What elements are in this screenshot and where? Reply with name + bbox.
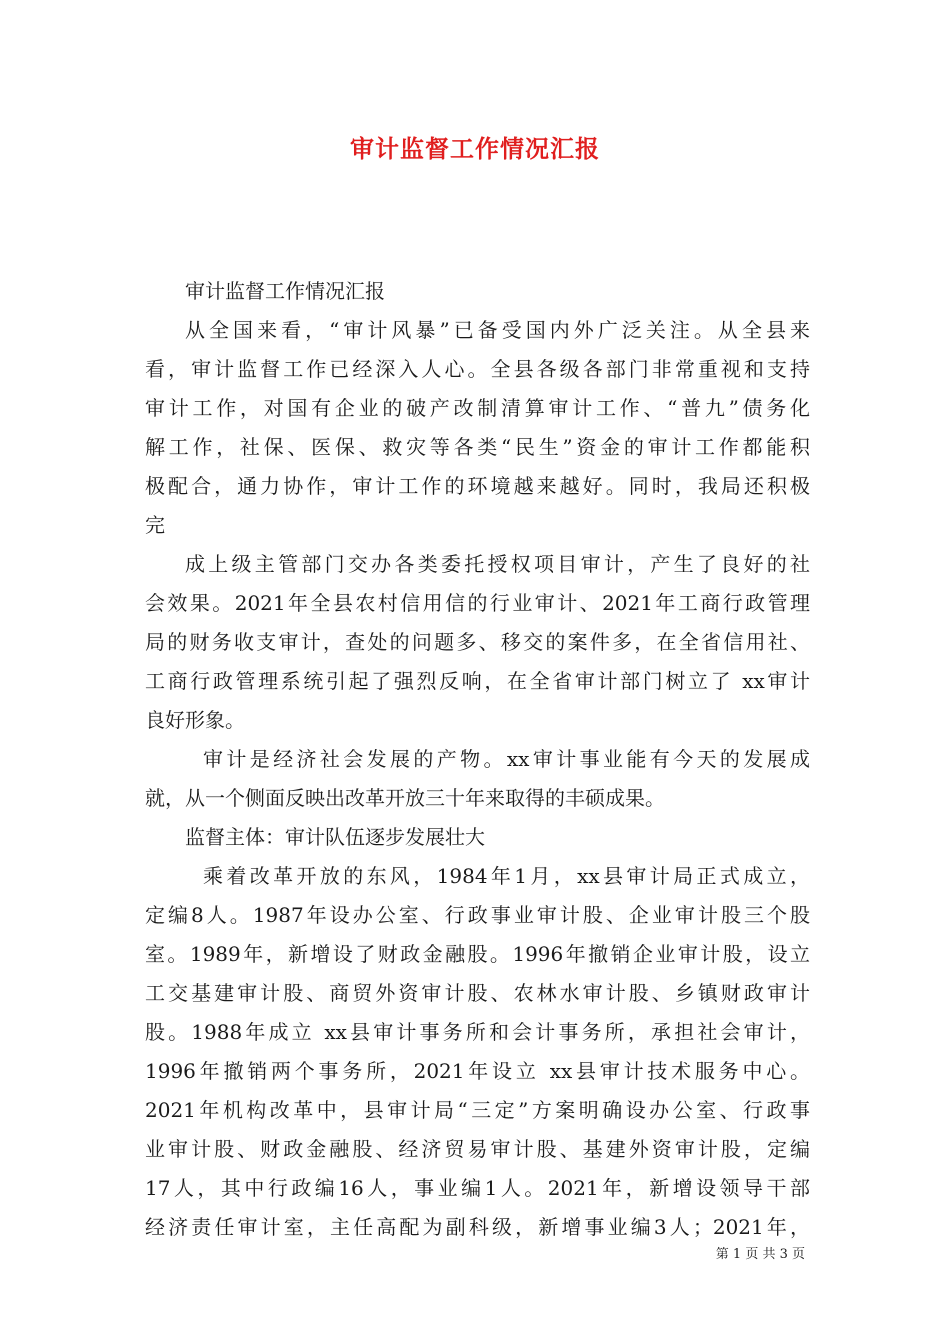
text-line: 室。1989年，新增设了财政金融股。1996年撤销企业审计股，设立	[145, 942, 810, 966]
text-line: 审计工作，对国有企业的破产改制清算审计工作、“普九”债务化	[145, 396, 810, 420]
text-line: 从全国来看，“审计风暴”已备受国内外广泛关注。从全县来	[185, 318, 810, 342]
document-title: 审计监督工作情况汇报	[350, 134, 600, 163]
text-line: 局的财务收支审计，查处的问题多、移交的案件多，在全省信用社、	[145, 630, 810, 654]
text-line: 良好形象。	[145, 708, 245, 732]
text-line: 定编8人。1987年设办公室、行政事业审计股、企业审计股三个股	[145, 903, 810, 927]
text-line: 工商行政管理系统引起了强烈反响，在全省审计部门树立了 xx审计	[145, 669, 810, 693]
document-body	[145, 272, 810, 1247]
text-line: 业审计股、财政金融股、经济贸易审计股、基建外资审计股，定编	[145, 1137, 810, 1161]
text-line: 看，审计监督工作已经深入人心。全县各级各部门非常重视和支持	[145, 357, 810, 381]
page-number: 第 1 页 共 3 页	[715, 1247, 805, 1262]
text-line: 解工作，社保、医保、救灾等各类“民生”资金的审计工作都能积	[145, 435, 810, 459]
text-line: 经济责任审计室，主任高配为副科级，新增事业编3人；2021年，	[145, 1215, 810, 1239]
text-line: 审计是经济社会发展的产物。xx审计事业能有今天的发展成	[203, 747, 810, 771]
text-line: 审计监督工作情况汇报	[185, 279, 385, 303]
text-line: 完	[145, 513, 165, 537]
text-line: 工交基建审计股、商贸外资审计股、农林水审计股、乡镇财政审计	[145, 981, 810, 1005]
text-line: 会效果。2021年全县农村信用信的行业审计、2021年工商行政管理	[145, 591, 810, 615]
text-line: 1996年撤销两个事务所，2021年设立 xx县审计技术服务中心。	[145, 1059, 810, 1083]
text-line: 监督主体：审计队伍逐步发展壮大	[185, 825, 485, 849]
text-line: 2021年机构改革中，县审计局“三定”方案明确设办公室、行政事	[145, 1098, 810, 1122]
text-line: 就，从一个侧面反映出改革开放三十年来取得的丰硕成果。	[145, 786, 665, 810]
text-line: 成上级主管部门交办各类委托授权项目审计，产生了良好的社	[185, 552, 810, 576]
text-line: 17人，其中行政编16人，事业编1人。2021年，新增设领导干部	[145, 1176, 810, 1200]
text-line: 股。1988年成立 xx县审计事务所和会计事务所，承担社会审计，	[145, 1020, 810, 1044]
text-line: 乘着改革开放的东风，1984年1月，xx县审计局正式成立，	[203, 864, 810, 888]
text-line: 极配合，通力协作，审计工作的环境越来越好。同时，我局还积极	[145, 474, 810, 498]
